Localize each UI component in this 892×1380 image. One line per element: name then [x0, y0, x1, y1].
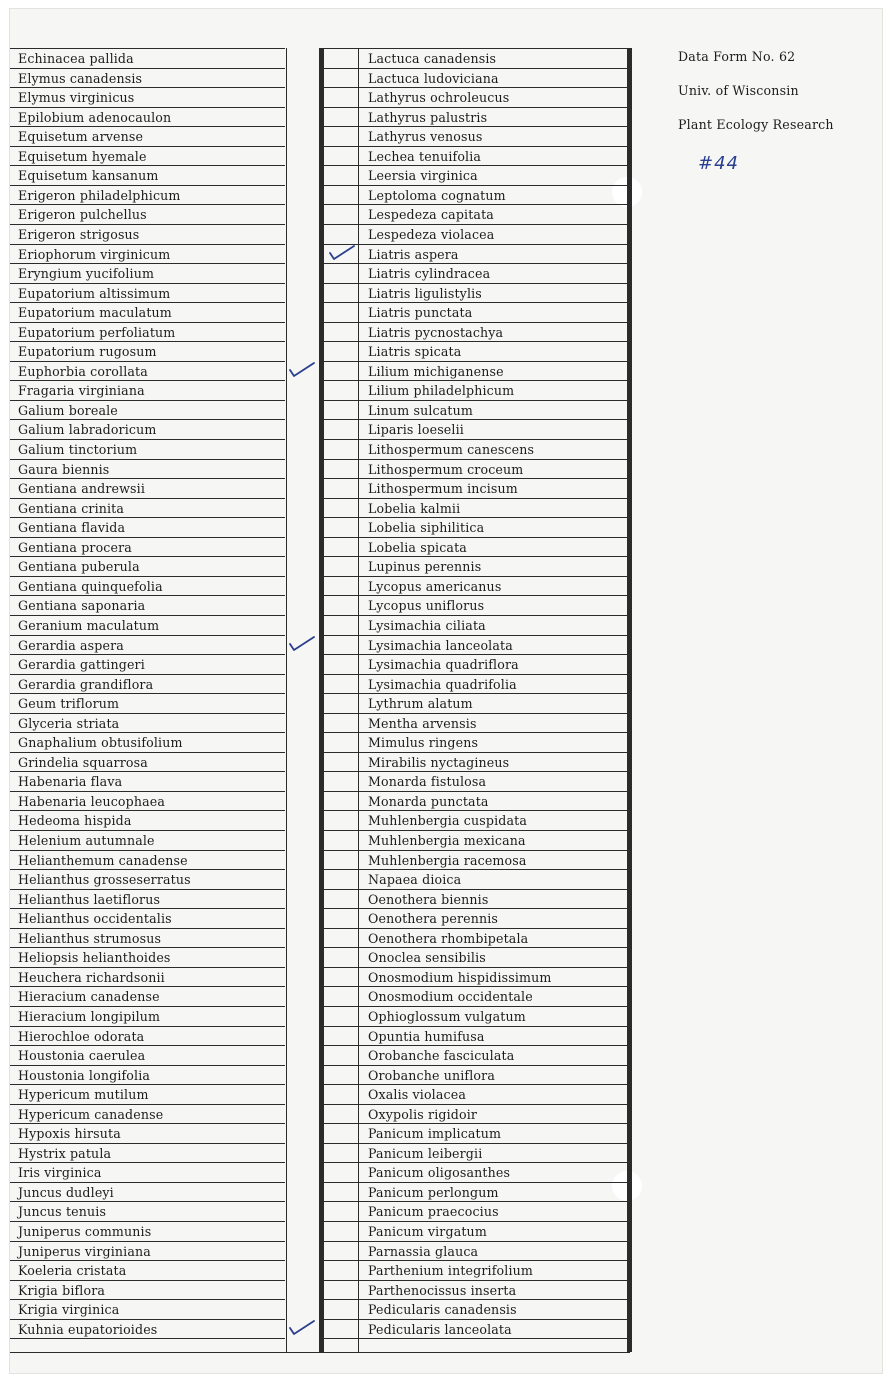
species-name: Galium labradoricum: [18, 422, 157, 437]
row-rule: [324, 635, 630, 636]
species-name: Lysimachia ciliata: [368, 618, 486, 633]
row-rule: [10, 1162, 285, 1163]
species-name: Glyceria striata: [18, 716, 120, 731]
species-name: Lysimachia quadriflora: [368, 657, 519, 672]
row-rule: [324, 1319, 630, 1320]
row-rule: [10, 576, 285, 577]
row-rule: [324, 615, 630, 616]
row-rule: [324, 283, 630, 284]
species-name: Liatris cylindracea: [368, 266, 491, 281]
row-rule: [10, 322, 285, 323]
row-rule: [324, 850, 630, 851]
center-divider: [319, 48, 324, 1352]
row-rule: [324, 967, 630, 968]
row-rule: [10, 967, 285, 968]
row-rule: [324, 1162, 630, 1163]
species-name: Panicum oligosanthes: [368, 1165, 511, 1180]
row-rule: [324, 1299, 630, 1300]
row-rule: [324, 1006, 630, 1007]
species-name: Helenium autumnale: [18, 833, 155, 848]
species-name: Equisetum hyemale: [18, 149, 147, 164]
row-rule: [324, 576, 630, 577]
row-rule: [10, 654, 285, 655]
species-name: Lathyrus ochroleucus: [368, 90, 510, 105]
species-name: Gentiana quinquefolia: [18, 579, 163, 594]
species-name: Echinacea pallida: [18, 51, 134, 66]
species-name: Parnassia glauca: [368, 1244, 479, 1259]
row-rule: [324, 986, 630, 987]
row-rule: [10, 419, 285, 420]
row-rule: [10, 556, 285, 557]
species-name: Oxalis violacea: [368, 1087, 466, 1102]
row-rule: [10, 341, 285, 342]
data-form-sheet: [10, 9, 882, 1373]
species-name: Oenothera biennis: [368, 892, 489, 907]
species-name: Lythrum alatum: [368, 696, 473, 711]
species-name: Eryngium yucifolium: [18, 266, 155, 281]
species-name: Lilium michiganense: [368, 364, 504, 379]
row-rule: [10, 126, 285, 127]
department-name: Plant Ecology Research: [678, 117, 834, 132]
species-name: Liatris ligulistylis: [368, 286, 482, 301]
species-name: Hieracium longipilum: [18, 1009, 161, 1024]
right-border: [627, 48, 632, 1352]
row-rule: [10, 752, 285, 753]
row-rule: [324, 1182, 630, 1183]
table-bottom-rule: [10, 1352, 630, 1353]
row-rule: [10, 1045, 285, 1046]
species-name: Liatris pycnostachya: [368, 325, 504, 340]
row-rule: [10, 1026, 285, 1027]
row-rule: [324, 1241, 630, 1242]
species-name: Houstonia longifolia: [18, 1068, 151, 1083]
species-name: Gerardia grandiflora: [18, 677, 154, 692]
species-name: Orobanche uniflora: [368, 1068, 495, 1083]
species-name: Equisetum kansanum: [18, 168, 159, 183]
species-name: Elymus virginicus: [18, 90, 135, 105]
species-name: Helianthus strumosus: [18, 931, 162, 946]
row-rule: [324, 537, 630, 538]
species-name: Habenaria leucophaea: [18, 794, 166, 809]
row-rule: [10, 1143, 285, 1144]
row-rule: [10, 478, 285, 479]
species-name: Linum sulcatum: [368, 403, 473, 418]
species-name: Lechea tenuifolia: [368, 149, 482, 164]
species-name: Juncus tenuis: [18, 1204, 107, 1219]
row-rule: [10, 674, 285, 675]
row-rule: [10, 165, 285, 166]
row-rule: [324, 185, 630, 186]
species-name: Lobelia spicata: [368, 540, 467, 555]
species-name: Lithospermum canescens: [368, 442, 535, 457]
species-name: Equisetum arvense: [18, 129, 144, 144]
species-name: Lathyrus palustris: [368, 110, 488, 125]
row-rule: [10, 908, 285, 909]
species-name: Liparis loeselii: [368, 422, 464, 437]
species-name: Gentiana saponaria: [18, 598, 146, 613]
row-rule: [324, 810, 630, 811]
species-name: Lobelia kalmii: [368, 501, 461, 516]
row-rule: [324, 439, 630, 440]
species-name: Monarda punctata: [368, 794, 489, 809]
form-number: Data Form No. 62: [678, 49, 796, 64]
species-name: Helianthus laetiflorus: [18, 892, 161, 907]
row-rule: [324, 889, 630, 890]
row-rule: [10, 1182, 285, 1183]
species-name: Parthenium integrifolium: [368, 1263, 533, 1278]
row-rule: [324, 771, 630, 772]
species-name: Gaura biennis: [18, 462, 110, 477]
row-rule: [10, 1280, 285, 1281]
row-rule: [324, 302, 630, 303]
species-name: Hystrix patula: [18, 1146, 112, 1161]
row-rule: [324, 732, 630, 733]
species-name: Onosmodium hispidissimum: [368, 970, 552, 985]
row-rule: [324, 204, 630, 205]
row-rule: [10, 986, 285, 987]
row-rule: [10, 713, 285, 714]
row-rule: [324, 380, 630, 381]
row-rule: [10, 400, 285, 401]
species-name: Liatris spicata: [368, 344, 462, 359]
row-rule: [324, 459, 630, 460]
row-rule: [324, 224, 630, 225]
species-name: Lithospermum incisum: [368, 481, 518, 496]
species-name: Orobanche fasciculata: [368, 1048, 515, 1063]
species-name: Iris virginica: [18, 1165, 102, 1180]
row-rule: [324, 419, 630, 420]
species-name: Juniperus communis: [18, 1224, 152, 1239]
row-rule: [324, 654, 630, 655]
row-rule: [324, 87, 630, 88]
row-rule: [10, 928, 285, 929]
row-rule: [10, 1065, 285, 1066]
species-name: Panicum virgatum: [368, 1224, 487, 1239]
row-rule: [324, 165, 630, 166]
species-name: Panicum praecocius: [368, 1204, 499, 1219]
species-name: Gnaphalium obtusifolium: [18, 735, 183, 750]
row-rule: [10, 224, 285, 225]
species-name: Panicum implicatum: [368, 1126, 502, 1141]
species-name: Lupinus perennis: [368, 559, 482, 574]
species-name: Gentiana procera: [18, 540, 132, 555]
row-rule: [10, 498, 285, 499]
row-rule: [10, 244, 285, 245]
row-rule: [10, 185, 285, 186]
species-name: Ophioglossum vulgatum: [368, 1009, 526, 1024]
species-name: Gerardia aspera: [18, 638, 124, 653]
row-rule: [10, 1084, 285, 1085]
species-name: Muhlenbergia cuspidata: [368, 813, 527, 828]
row-rule: [10, 635, 285, 636]
row-rule: [10, 1201, 285, 1202]
row-rule: [10, 380, 285, 381]
row-rule: [10, 791, 285, 792]
row-rule: [10, 1221, 285, 1222]
row-rule: [324, 478, 630, 479]
row-rule: [10, 595, 285, 596]
species-name: Habenaria flava: [18, 774, 123, 789]
species-name: Oenothera rhombipetala: [368, 931, 529, 946]
row-rule: [10, 889, 285, 890]
species-name: Koeleria cristata: [18, 1263, 127, 1278]
species-name: Hierochloe odorata: [18, 1029, 145, 1044]
checkmark-icon: [288, 1319, 316, 1337]
species-name: Liatris punctata: [368, 305, 473, 320]
species-name: Galium boreale: [18, 403, 118, 418]
row-rule: [324, 752, 630, 753]
row-rule: [10, 439, 285, 440]
species-name: Lycopus uniflorus: [368, 598, 485, 613]
species-name: Erigeron strigosus: [18, 227, 140, 242]
species-name: Lathyrus venosus: [368, 129, 483, 144]
row-rule: [324, 48, 630, 49]
row-rule: [10, 810, 285, 811]
species-name: Eriophorum virginicum: [18, 247, 171, 262]
species-name: Gentiana crinita: [18, 501, 125, 516]
row-rule: [324, 556, 630, 557]
species-name: Gentiana flavida: [18, 520, 126, 535]
row-rule: [324, 1065, 630, 1066]
right-check-column-rule: [358, 48, 359, 1352]
row-rule: [10, 263, 285, 264]
species-name: Onosmodium occidentale: [368, 989, 533, 1004]
row-rule: [10, 1123, 285, 1124]
species-name: Elymus canadensis: [18, 71, 143, 86]
row-rule: [10, 537, 285, 538]
species-name: Krigia virginica: [18, 1302, 120, 1317]
species-name: Leersia virginica: [368, 168, 478, 183]
species-name: Onoclea sensibilis: [368, 950, 486, 965]
species-name: Liatris aspera: [368, 247, 459, 262]
species-name: Eupatorium maculatum: [18, 305, 172, 320]
species-name: Gerardia gattingeri: [18, 657, 145, 672]
row-rule: [10, 869, 285, 870]
row-rule: [324, 1084, 630, 1085]
row-rule: [324, 928, 630, 929]
row-rule: [324, 498, 630, 499]
row-rule: [10, 1104, 285, 1105]
species-name: Lespedeza violacea: [368, 227, 495, 242]
species-name: Lilium philadelphicum: [368, 383, 515, 398]
row-rule: [324, 1143, 630, 1144]
checkmark-icon: [328, 244, 356, 262]
species-name: Leptoloma cognatum: [368, 188, 506, 203]
species-name: Hieracium canadense: [18, 989, 160, 1004]
species-name: Krigia biflora: [18, 1283, 106, 1298]
row-rule: [10, 1006, 285, 1007]
species-name: Helianthemum canadense: [18, 853, 188, 868]
row-rule: [324, 107, 630, 108]
row-rule: [324, 146, 630, 147]
row-rule: [324, 1045, 630, 1046]
species-name: Mentha arvensis: [368, 716, 477, 731]
species-name: Napaea dioica: [368, 872, 462, 887]
species-name: Geum triflorum: [18, 696, 120, 711]
row-rule: [10, 732, 285, 733]
row-rule: [10, 87, 285, 88]
species-name: Muhlenbergia mexicana: [368, 833, 526, 848]
row-rule: [324, 1280, 630, 1281]
species-name: Eupatorium rugosum: [18, 344, 157, 359]
row-rule: [10, 1338, 285, 1339]
species-name: Epilobium adenocaulon: [18, 110, 172, 125]
row-rule: [324, 341, 630, 342]
species-name: Heliopsis helianthoides: [18, 950, 171, 965]
row-rule: [10, 1260, 285, 1261]
species-name: Gentiana andrewsii: [18, 481, 145, 496]
species-name: Houstonia caerulea: [18, 1048, 146, 1063]
row-rule: [10, 1319, 285, 1320]
row-rule: [10, 1241, 285, 1242]
row-rule: [10, 830, 285, 831]
row-rule: [324, 595, 630, 596]
species-name: Fragaria virginiana: [18, 383, 145, 398]
species-name: Erigeron pulchellus: [18, 207, 147, 222]
species-name: Lysimachia quadrifolia: [368, 677, 517, 692]
row-rule: [324, 1221, 630, 1222]
row-rule: [324, 1123, 630, 1124]
species-name: Oxypolis rigidoir: [368, 1107, 478, 1122]
row-rule: [324, 1260, 630, 1261]
row-rule: [324, 1104, 630, 1105]
row-rule: [10, 459, 285, 460]
row-rule: [10, 283, 285, 284]
species-name: Lycopus americanus: [368, 579, 502, 594]
species-name: Gentiana puberula: [18, 559, 140, 574]
row-rule: [324, 361, 630, 362]
species-name: Lespedeza capitata: [368, 207, 494, 222]
row-rule: [10, 361, 285, 362]
checkmark-icon: [288, 635, 316, 653]
species-name: Geranium maculatum: [18, 618, 160, 633]
species-name: Hypericum mutilum: [18, 1087, 149, 1102]
row-rule: [324, 713, 630, 714]
row-rule: [10, 771, 285, 772]
species-name: Lactuca ludoviciana: [368, 71, 499, 86]
species-name: Eupatorium altissimum: [18, 286, 171, 301]
species-name: Erigeron philadelphicum: [18, 188, 181, 203]
checkmark-icon: [288, 361, 316, 379]
row-rule: [10, 302, 285, 303]
row-rule: [10, 146, 285, 147]
species-name: Galium tinctorium: [18, 442, 138, 457]
row-rule: [324, 693, 630, 694]
species-name: Hypericum canadense: [18, 1107, 164, 1122]
row-rule: [10, 947, 285, 948]
row-rule: [324, 908, 630, 909]
species-name: Oenothera perennis: [368, 911, 499, 926]
species-name: Lysimachia lanceolata: [368, 638, 513, 653]
row-rule: [324, 322, 630, 323]
species-name: Lactuca canadensis: [368, 51, 497, 66]
species-name: Monarda fistulosa: [368, 774, 487, 789]
row-rule: [10, 68, 285, 69]
row-rule: [324, 830, 630, 831]
handwritten-site-number: #44: [698, 153, 739, 174]
row-rule: [324, 126, 630, 127]
species-name: Juncus dudleyi: [18, 1185, 114, 1200]
species-name: Panicum leibergii: [368, 1146, 483, 1161]
row-rule: [324, 400, 630, 401]
species-name: Helianthus occidentalis: [18, 911, 172, 926]
species-name: Pedicularis lanceolata: [368, 1322, 512, 1337]
row-rule: [324, 244, 630, 245]
left-check-column-rule: [286, 48, 287, 1352]
row-rule: [324, 263, 630, 264]
row-rule: [324, 674, 630, 675]
university-name: Univ. of Wisconsin: [678, 83, 799, 98]
row-rule: [10, 693, 285, 694]
row-rule: [10, 1299, 285, 1300]
row-rule: [10, 615, 285, 616]
row-rule: [10, 48, 285, 49]
row-rule: [324, 1338, 630, 1339]
species-name: Heuchera richardsonii: [18, 970, 165, 985]
row-rule: [10, 107, 285, 108]
row-rule: [10, 204, 285, 205]
species-name: Eupatorium perfoliatum: [18, 325, 176, 340]
row-rule: [324, 791, 630, 792]
row-rule: [324, 1026, 630, 1027]
row-rule: [324, 68, 630, 69]
species-name: Pedicularis canadensis: [368, 1302, 517, 1317]
row-rule: [324, 869, 630, 870]
species-name: Lithospermum croceum: [368, 462, 524, 477]
species-name: Mimulus ringens: [368, 735, 479, 750]
species-name: Euphorbia corollata: [18, 364, 148, 379]
species-name: Muhlenbergia racemosa: [368, 853, 527, 868]
species-name: Mirabilis nyctagineus: [368, 755, 510, 770]
species-name: Juniperus virginiana: [18, 1244, 151, 1259]
species-name: Hypoxis hirsuta: [18, 1126, 121, 1141]
species-name: Kuhnia eupatorioides: [18, 1322, 158, 1337]
species-name: Grindelia squarrosa: [18, 755, 148, 770]
species-name: Panicum perlongum: [368, 1185, 499, 1200]
row-rule: [324, 947, 630, 948]
row-rule: [10, 850, 285, 851]
species-name: Parthenocissus inserta: [368, 1283, 517, 1298]
species-name: Opuntia humifusa: [368, 1029, 485, 1044]
species-name: Helianthus grosseserratus: [18, 872, 191, 887]
species-name: Hedeoma hispida: [18, 813, 132, 828]
row-rule: [324, 1201, 630, 1202]
row-rule: [324, 517, 630, 518]
row-rule: [10, 517, 285, 518]
species-name: Lobelia siphilitica: [368, 520, 485, 535]
